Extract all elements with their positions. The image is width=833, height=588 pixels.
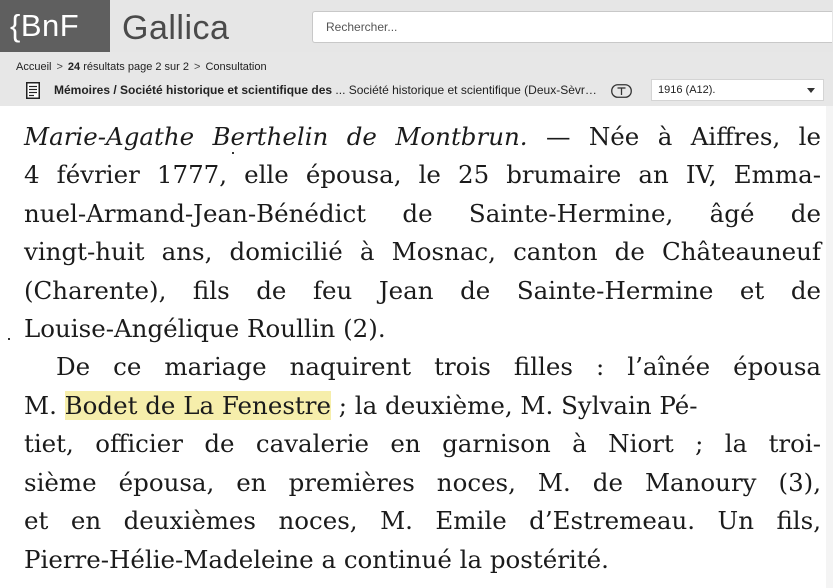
results-count[interactable]: 24 [67, 61, 81, 73]
gallica-title[interactable]: Gallica [122, 9, 230, 47]
text-line: vingt-huit ans, domicilié à Mosnac, canton de Châteauneuf [24, 237, 821, 266]
document-title-main: Mémoires / Société historique et scientifique des [54, 83, 333, 97]
breadcrumb-separator: > [56, 61, 63, 73]
text-line: sième épousa, en premières noces, M. de Manoury (3), [24, 468, 821, 497]
document-title-rest: ... Société historique et scientifique (Deux-Sèvr… [332, 83, 597, 97]
document-icon[interactable] [26, 82, 40, 99]
text-line: tiet, officier de cavalerie en garnison à Niort ; la troi- [24, 429, 821, 458]
text-line [24, 120, 821, 154]
issue-date-select[interactable] [651, 79, 824, 101]
text-span: — Née à Aiffres, le [527, 122, 821, 151]
text-line: Pierre-Hélie-Madeleine a continué la postérité. [24, 545, 609, 574]
page-edge [826, 106, 833, 588]
text-mode-icon[interactable] [611, 84, 632, 98]
document-toolbar [0, 52, 833, 106]
site-header [0, 0, 833, 52]
document-title[interactable] [54, 83, 600, 97]
search-highlight[interactable]: Bodet de La Fenestre [64, 391, 331, 420]
breadcrumb-results[interactable]: résultats page 2 sur 2 [83, 61, 190, 73]
text-line: Louise-Angélique Roullin (2). [24, 314, 386, 343]
text-line: De ce mariage naquirent trois filles : l’aînée épousa [56, 352, 821, 381]
scan-speck [232, 152, 234, 154]
document-viewer[interactable] [0, 106, 833, 588]
text-line: et en deuxièmes noces, M. Emile d’Estremeau. Un fils, [24, 506, 821, 535]
text-line: 4 février 1777, elle épousa, le 25 brumaire an IV, Emma- [24, 160, 821, 189]
breadcrumb-separator: > [194, 61, 201, 73]
text-span [24, 389, 698, 423]
person-name: Marie-Agathe Berthelin de Montbrun. [24, 122, 528, 151]
scan-speck [8, 338, 10, 340]
text-line [24, 389, 821, 423]
breadcrumb [16, 61, 267, 73]
search-input[interactable] [312, 11, 832, 43]
breadcrumb-home[interactable]: Accueil [16, 61, 52, 73]
issue-date-value: 1916 (A12). [658, 84, 716, 96]
text-line: (Charente), fils de feu Jean de Sainte-Hermine et de [24, 276, 821, 305]
text-span: ; la deuxième, M. Sylvain Pé- [330, 391, 698, 420]
breadcrumb-current: Consultation [205, 61, 267, 73]
bnf-logo[interactable]: {BnF [0, 0, 110, 52]
chevron-down-icon [807, 88, 815, 93]
text-line: nuel-Armand-Jean-Bénédict de Sainte-Hermine, âgé de [24, 199, 821, 228]
text-span: M. [24, 391, 57, 420]
